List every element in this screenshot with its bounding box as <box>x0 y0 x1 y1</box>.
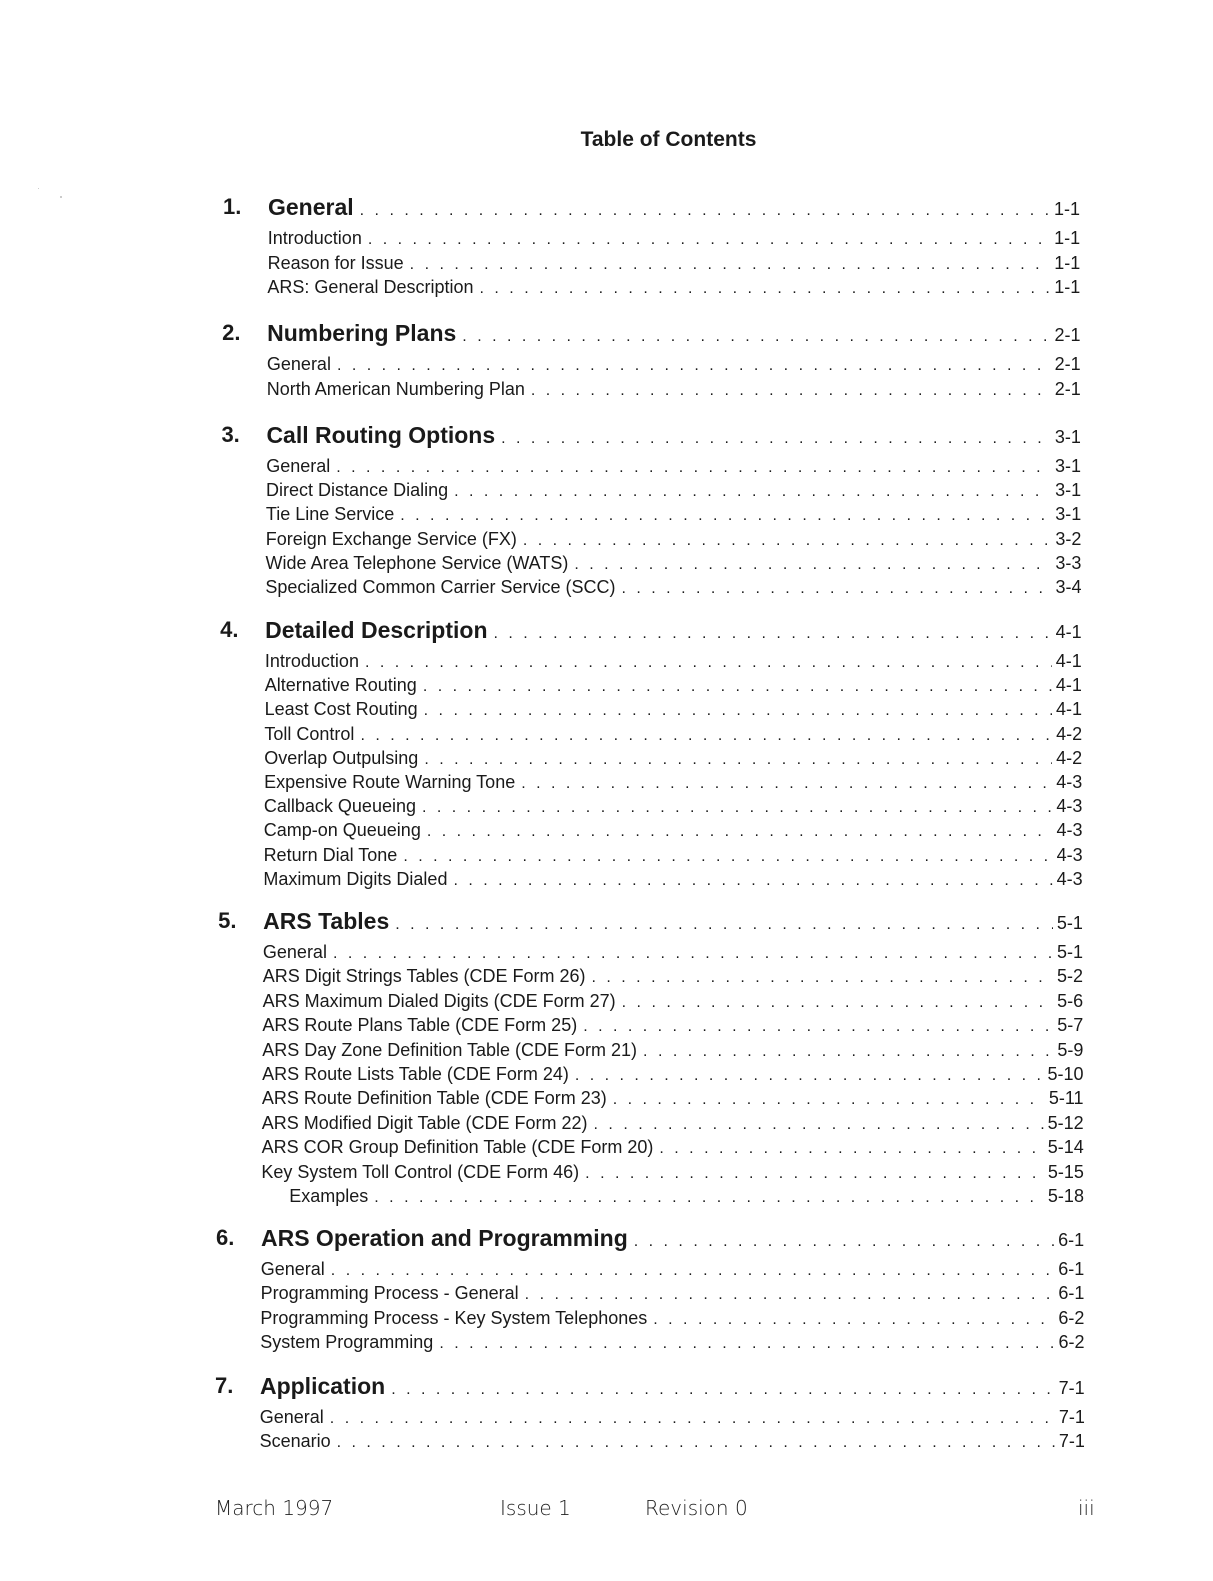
toc-entry[interactable] <box>262 1113 1084 1134</box>
entry-page-number: 6-1 <box>1058 1259 1085 1279</box>
entry-label: Examples <box>289 1186 369 1206</box>
section-number: 4. <box>220 617 239 642</box>
dot-leader <box>501 430 1051 448</box>
entry-page-number: 6-1 <box>1058 1283 1085 1304</box>
entry-label: General <box>266 354 331 374</box>
toc-entry[interactable] <box>266 480 1081 501</box>
dot-leader <box>575 1067 1044 1085</box>
toc-entry[interactable] <box>267 354 1081 375</box>
entry-page-number: 1-1 <box>1054 252 1081 273</box>
toc-section[interactable] <box>221 422 1081 449</box>
entry-page-number: 3-2 <box>1055 528 1082 549</box>
toc-entry[interactable] <box>260 1431 1085 1452</box>
toc-entry[interactable] <box>264 796 1083 817</box>
entry-label: Wide Area Telephone Service (WATS) <box>265 552 569 573</box>
section-title: General <box>268 194 354 220</box>
dot-leader <box>634 1233 1054 1251</box>
entry-page-number: 7-1 <box>1058 1407 1085 1427</box>
toc-entry[interactable] <box>262 1088 1084 1109</box>
toc-entry[interactable] <box>260 1332 1084 1353</box>
toc-entry[interactable] <box>266 553 1082 574</box>
entry-page-number: 5-7 <box>1057 1015 1084 1036</box>
dot-leader <box>360 727 1052 745</box>
section-title: Numbering Plans <box>267 320 457 346</box>
dot-leader <box>333 945 1053 963</box>
entry-label: Camp-on Queueing <box>263 820 421 841</box>
entry-label: ARS Day Zone Definition Table (CDE Form 21) <box>262 1039 638 1060</box>
entry-label: Reason for Issue <box>267 252 404 273</box>
entry-label: ARS Route Lists Table (CDE Form 24) <box>262 1064 569 1084</box>
section-number: 3. <box>221 422 240 447</box>
section-title: Application <box>259 1373 386 1399</box>
entry-page-number: 5-14 <box>1047 1137 1084 1158</box>
entry-page-number: 7-1 <box>1058 1431 1085 1452</box>
entry-label: Maximum Digits Dialed <box>263 868 448 889</box>
section-page-number: 6-1 <box>1058 1230 1085 1250</box>
entry-page-number: 5-1 <box>1056 942 1083 962</box>
toc-entry[interactable] <box>268 253 1081 274</box>
dot-leader <box>330 1410 1055 1428</box>
entry-page-number: 1-1 <box>1054 277 1081 297</box>
dot-leader <box>403 848 1052 866</box>
toc-entry[interactable] <box>265 577 1081 598</box>
entry-label: Callback Queueing <box>263 796 416 817</box>
dot-leader <box>653 1311 1054 1329</box>
entry-page-number: 5-10 <box>1047 1064 1084 1084</box>
section-number: 1. <box>223 194 242 219</box>
entry-label: Direct Distance Dialing <box>266 480 449 501</box>
dot-leader <box>525 1286 1055 1304</box>
toc-entry[interactable] <box>264 772 1082 793</box>
toc-section[interactable] <box>214 1373 1085 1400</box>
entry-label: System Programming <box>260 1331 434 1352</box>
entry-label: Introduction <box>264 651 359 671</box>
footer-issue: Issue 1 <box>500 1496 571 1520</box>
dot-leader <box>494 625 1052 643</box>
entry-page-number: 5-15 <box>1047 1161 1084 1182</box>
entry-page-number: 5-6 <box>1057 990 1084 1011</box>
dot-leader <box>574 556 1051 574</box>
toc-entry[interactable] <box>262 1064 1083 1085</box>
toc-entry[interactable] <box>264 724 1082 745</box>
entry-page-number: 4-1 <box>1055 651 1082 671</box>
entry-page-number: 2-1 <box>1054 354 1081 374</box>
dot-leader <box>336 459 1051 477</box>
dot-leader <box>453 872 1052 890</box>
section-number: 5. <box>218 908 237 933</box>
toc-entry[interactable] <box>264 748 1082 769</box>
entry-label: Toll Control <box>264 723 355 744</box>
toc-section[interactable] <box>218 908 1083 935</box>
dot-leader <box>659 1140 1043 1158</box>
entry-page-number: 3-1 <box>1055 480 1082 501</box>
dot-leader <box>360 202 1050 220</box>
entry-page-number: 3-1 <box>1055 504 1082 525</box>
footer-page-number: iii <box>1078 1496 1095 1520</box>
entry-label: Specialized Common Carrier Service (SCC) <box>265 577 616 597</box>
dot-leader <box>613 1091 1045 1109</box>
dot-leader <box>594 1116 1044 1134</box>
dot-leader <box>622 994 1054 1012</box>
toc-entry[interactable] <box>261 1283 1085 1304</box>
entry-label: Key System Toll Control (CDE Form 46) <box>261 1161 580 1182</box>
dot-leader <box>368 231 1050 249</box>
entry-page-number: 4-3 <box>1056 844 1083 865</box>
section-title: Detailed Description <box>265 617 488 643</box>
entry-label: Introduction <box>267 228 362 248</box>
section-title: Call Routing Options <box>266 422 496 448</box>
entry-page-number: 4-3 <box>1056 820 1083 841</box>
dot-leader <box>531 382 1051 400</box>
dot-leader <box>395 916 1053 934</box>
entry-label: General <box>262 942 327 962</box>
toc-entry[interactable] <box>268 228 1080 249</box>
dot-leader <box>422 799 1052 817</box>
entry-page-number: 5-12 <box>1047 1112 1084 1133</box>
entry-label: ARS Digit Strings Tables (CDE Form 26) <box>262 966 586 987</box>
toc-entry[interactable] <box>262 1015 1083 1036</box>
section-number: 2. <box>222 320 241 345</box>
toc-entry[interactable] <box>265 651 1082 672</box>
entry-label: Scenario <box>259 1431 331 1452</box>
toc-entry[interactable] <box>263 991 1084 1012</box>
section-page-number: 4-1 <box>1055 622 1082 642</box>
entry-page-number: 3-4 <box>1055 577 1082 597</box>
entry-page-number: 4-1 <box>1055 675 1082 696</box>
toc-entry[interactable] <box>262 1040 1083 1061</box>
entry-label: Foreign Exchange Service (FX) <box>265 528 517 549</box>
entry-page-number: 1-1 <box>1054 228 1081 248</box>
entry-page-number: 5-2 <box>1057 966 1084 987</box>
dot-leader <box>337 357 1051 375</box>
section-page-number: 2-1 <box>1054 325 1081 345</box>
toc-entry[interactable] <box>266 504 1081 525</box>
entry-page-number: 5-9 <box>1057 1039 1084 1060</box>
toc-entry[interactable] <box>263 869 1082 890</box>
dot-leader <box>424 751 1052 769</box>
entry-label: General <box>266 456 331 476</box>
scan-speck <box>60 196 62 198</box>
entry-label: Return Dial Tone <box>263 844 398 865</box>
section-number: 7. <box>214 1373 234 1398</box>
toc-entry[interactable] <box>265 699 1082 720</box>
dot-leader <box>337 1434 1055 1452</box>
entry-page-number: 6-2 <box>1058 1307 1085 1328</box>
toc-entry[interactable] <box>264 820 1083 841</box>
entry-page-number: 4-3 <box>1056 868 1083 889</box>
toc-entry[interactable] <box>260 1308 1084 1329</box>
toc-entry[interactable] <box>260 1407 1085 1428</box>
section-page-number: 1-1 <box>1053 199 1080 219</box>
entry-label: Tie Line Service <box>265 504 395 525</box>
entry-page-number: 4-1 <box>1056 699 1083 720</box>
entry-page-number: 4-2 <box>1056 723 1083 744</box>
entry-page-number: 4-2 <box>1056 747 1083 768</box>
dot-leader <box>583 1018 1053 1036</box>
entry-label: North American Numbering Plan <box>266 378 525 399</box>
dot-leader <box>523 532 1051 550</box>
entry-label: Least Cost Routing <box>264 699 418 720</box>
entry-label: ARS Modified Digit Table (CDE Form 22) <box>261 1112 588 1133</box>
dot-leader <box>521 775 1052 793</box>
dot-leader <box>592 969 1054 987</box>
scan-speck <box>38 188 39 189</box>
toc-section[interactable] <box>215 1225 1085 1252</box>
section-number: 6. <box>215 1225 235 1250</box>
entry-page-number: 4-3 <box>1056 796 1083 817</box>
toc-entry[interactable] <box>261 1186 1084 1207</box>
section-title: ARS Tables <box>263 908 390 934</box>
entry-page-number: 4-3 <box>1056 772 1083 792</box>
entry-page-number: 5-11 <box>1048 1088 1084 1109</box>
entry-label: ARS: General Description <box>267 277 474 297</box>
dot-leader <box>585 1165 1044 1183</box>
dot-leader <box>480 280 1051 298</box>
footer-revision: Revision 0 <box>645 1496 748 1520</box>
entry-page-number: 5-18 <box>1047 1186 1084 1206</box>
entry-page-number: 3-1 <box>1055 456 1082 476</box>
entry-label: Expensive Route Warning Tone <box>264 772 516 792</box>
dot-leader <box>622 580 1052 598</box>
toc-entry[interactable] <box>265 675 1082 696</box>
toc-section[interactable] <box>223 194 1080 221</box>
entry-label: General <box>259 1407 324 1427</box>
entry-label: Alternative Routing <box>264 675 417 696</box>
footer-date: March 1997 <box>215 1496 334 1520</box>
entry-label: Programming Process - General <box>260 1283 519 1304</box>
dot-leader <box>427 823 1053 841</box>
entry-page-number: 6-2 <box>1058 1331 1085 1352</box>
toc-entry[interactable] <box>263 942 1083 963</box>
entry-label: Programming Process - Key System Telephones <box>260 1307 648 1328</box>
dot-leader <box>400 507 1051 525</box>
dot-leader <box>374 1189 1044 1207</box>
toc-entry[interactable] <box>261 1162 1083 1183</box>
toc-entry[interactable] <box>261 1259 1085 1280</box>
entry-label: Overlap Outpulsing <box>264 747 419 768</box>
section-title: ARS Operation and Programming <box>260 1225 628 1251</box>
page-title: Table of Contents <box>580 128 757 151</box>
entry-label: ARS Route Definition Table (CDE Form 23) <box>261 1088 607 1109</box>
dot-leader <box>454 483 1051 501</box>
dot-leader <box>643 1043 1053 1061</box>
toc-entry[interactable] <box>266 456 1081 477</box>
entry-page-number: 3-3 <box>1055 552 1082 573</box>
dot-leader <box>439 1335 1054 1353</box>
toc-entry[interactable] <box>263 966 1083 987</box>
toc-entry[interactable] <box>264 845 1083 866</box>
entry-label: General <box>260 1259 325 1279</box>
section-page-number: 5-1 <box>1056 913 1083 933</box>
toc-entry[interactable] <box>267 379 1081 400</box>
entry-label: ARS Maximum Dialed Digits (CDE Form 27) <box>262 990 616 1011</box>
section-page-number: 3-1 <box>1054 427 1081 447</box>
dot-leader <box>365 654 1052 672</box>
dot-leader <box>410 256 1051 274</box>
entry-label: ARS Route Plans Table (CDE Form 25) <box>262 1015 578 1036</box>
toc-entry[interactable] <box>267 277 1080 298</box>
toc-entry[interactable] <box>262 1137 1084 1158</box>
entry-page-number: 2-1 <box>1054 378 1081 399</box>
dot-leader <box>423 678 1052 696</box>
toc-entry[interactable] <box>266 529 1082 550</box>
dot-leader <box>331 1262 1054 1280</box>
entry-label: ARS COR Group Definition Table (CDE Form 20) <box>261 1137 654 1158</box>
dot-leader <box>424 702 1052 720</box>
toc-section[interactable] <box>222 320 1081 347</box>
dot-leader <box>391 1381 1054 1399</box>
toc-section[interactable] <box>220 617 1082 644</box>
section-page-number: 7-1 <box>1058 1378 1085 1398</box>
dot-leader <box>462 328 1050 346</box>
